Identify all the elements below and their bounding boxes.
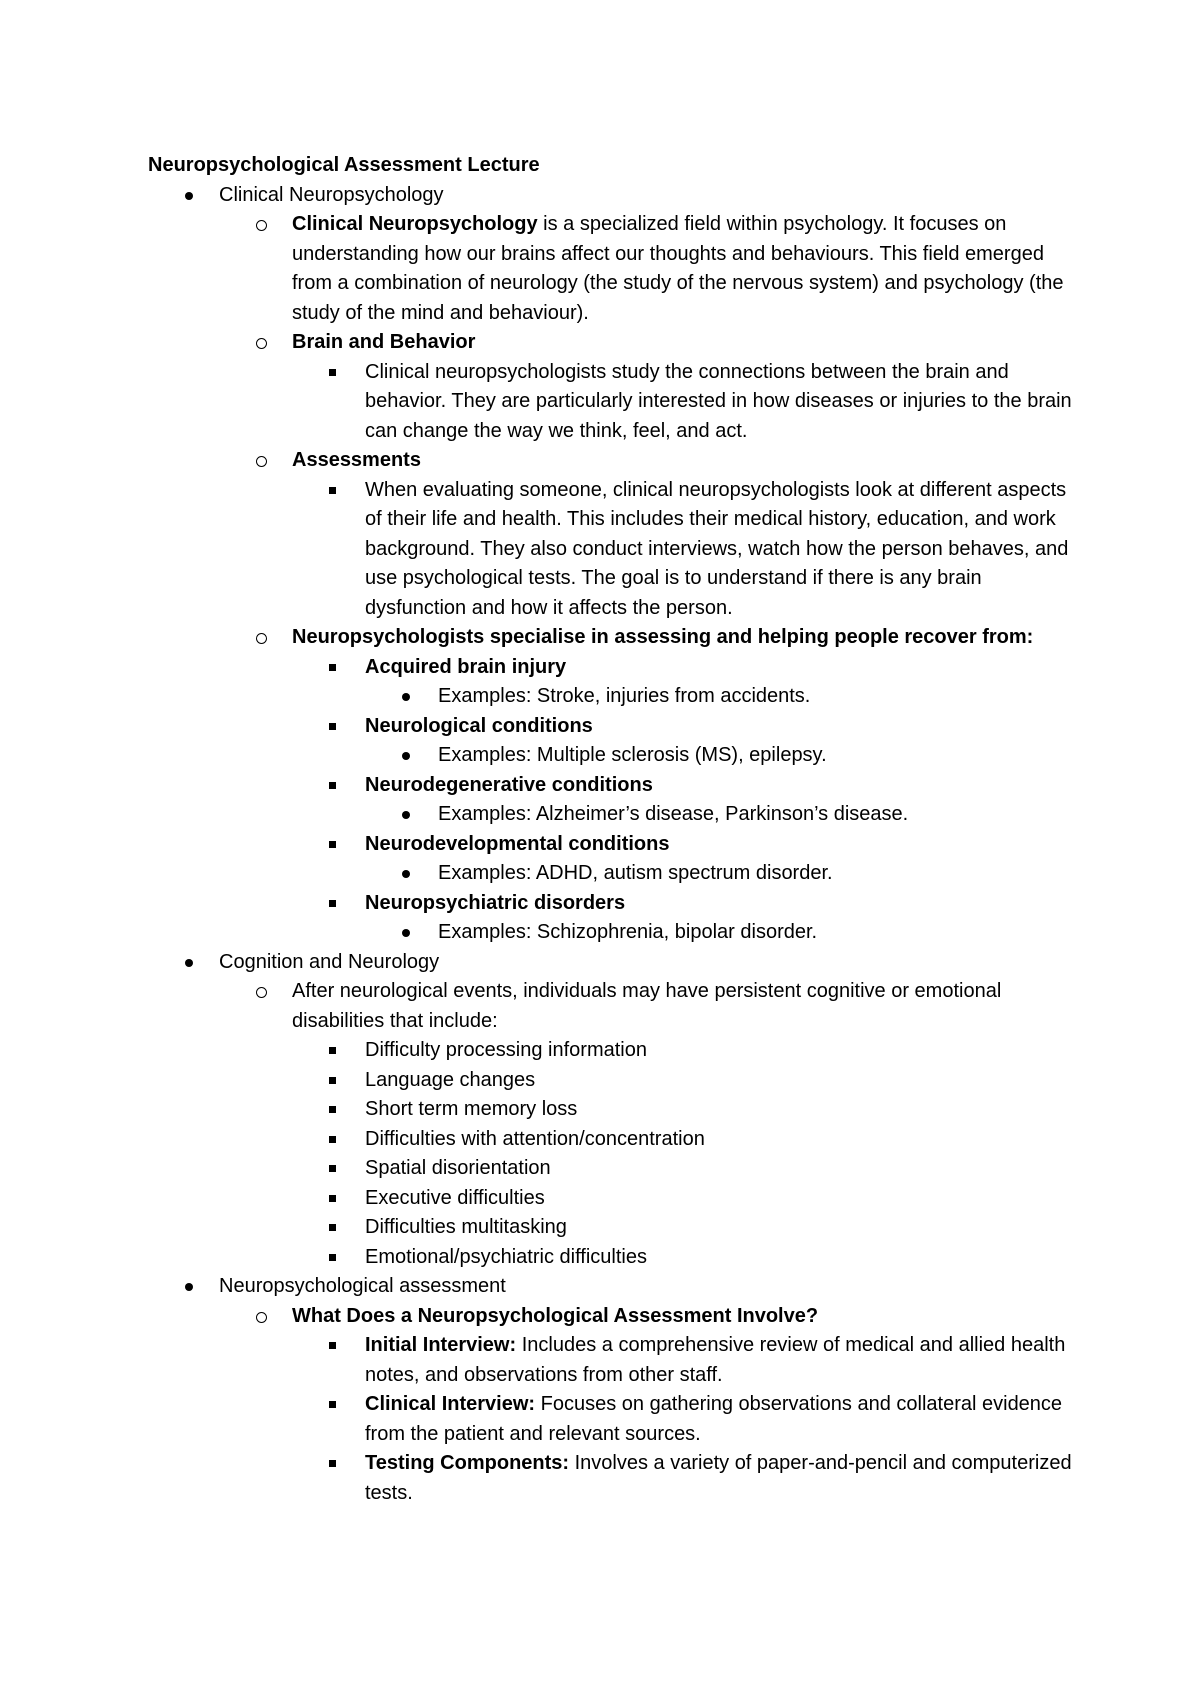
- bullet-icon: [402, 752, 410, 760]
- square-bullet-icon: [329, 1401, 336, 1408]
- item-text: Emotional/psychiatric difficulties: [365, 1245, 647, 1268]
- condition-name: Acquired brain injury: [365, 655, 567, 678]
- subsection-heading: Brain and Behavior: [292, 331, 476, 353]
- condition-name: Neuropsychiatric disorders: [365, 891, 626, 914]
- definition-text: is a specialized field within psychology. It focuses on understanding how our brains affect our thoughts and behaviours. This field emerged from a combination of neurology (the study of the nervous system) and psychology (the study of the mind and behaviour).: [292, 213, 1064, 324]
- sublist: [219, 977, 1088, 1272]
- bullet-icon: [402, 929, 410, 937]
- list-item: [292, 1184, 1088, 1214]
- item-text: Difficulties multitasking: [365, 1216, 567, 1238]
- square-bullet-icon: [329, 487, 336, 494]
- example-item: [365, 918, 1088, 948]
- sublist: [219, 210, 1088, 948]
- bullet-icon: [402, 811, 410, 819]
- square-bullet-icon: [329, 1254, 336, 1261]
- square-bullet-icon: [329, 1342, 336, 1349]
- list-item: [292, 1390, 1088, 1449]
- example-text: Examples: Stroke, injuries from accidents.: [438, 685, 811, 707]
- subsection-heading: Assessments: [292, 449, 421, 471]
- item-text: Includes a comprehensive review of medical and allied health notes, and observations from other staff.: [365, 1334, 1066, 1386]
- assessment-components-list: [292, 1331, 1088, 1508]
- square-bullet-icon: [329, 900, 336, 907]
- section-heading: Clinical Neuropsychology: [219, 183, 444, 206]
- list-item-brain-behavior: [219, 328, 1088, 446]
- bullet-icon: [402, 870, 410, 878]
- sublist: [292, 358, 1088, 447]
- example-text: Examples: Multiple sclerosis (MS), epilepsy.: [438, 744, 827, 766]
- list-item: [292, 476, 1088, 624]
- conditions-list: [292, 653, 1088, 948]
- square-bullet-icon: [329, 664, 336, 671]
- square-bullet-icon: [329, 1047, 336, 1054]
- top-level-list: [148, 181, 1088, 1509]
- paragraph-text: After neurological events, individuals may have persistent cognitive or emotional disabilities that include:: [292, 980, 1002, 1032]
- subsection-heading: Neuropsychologists specialise in assessing and helping people recover from:: [292, 626, 1034, 648]
- list-item: [292, 1125, 1088, 1155]
- item-text: Difficulty processing information: [365, 1039, 647, 1061]
- item-label: Clinical Interview:: [365, 1393, 536, 1415]
- list-item: [292, 1449, 1088, 1508]
- list-item-what-involves: [219, 1302, 1088, 1509]
- list-item-definition: [219, 210, 1088, 328]
- example-item: [365, 800, 1088, 830]
- example-text: Examples: Alzheimer’s disease, Parkinson’s disease.: [438, 803, 909, 825]
- disabilities-list: [292, 1036, 1088, 1272]
- item-text: Spatial disorientation: [365, 1157, 551, 1179]
- list-item: [292, 1036, 1088, 1066]
- circle-bullet-icon: [256, 987, 267, 998]
- sublist: [365, 741, 1088, 771]
- square-bullet-icon: [329, 1224, 336, 1231]
- square-bullet-icon: [329, 782, 336, 789]
- paragraph-text: When evaluating someone, clinical neuropsychologists look at different aspects of their life and health. This includes their medical history, education, and work background. They also conduct interviews, watch how the person behaves, and use psychological tests. The goal is to understand if there is any brain dysfunction and how it affects the person.: [365, 478, 1069, 619]
- sublist: [365, 800, 1088, 830]
- sublist: [219, 1302, 1088, 1509]
- list-item: [292, 1331, 1088, 1390]
- sublist: [365, 859, 1088, 889]
- circle-bullet-icon: [256, 220, 267, 231]
- term-bold: Clinical Neuropsychology: [292, 213, 538, 235]
- square-bullet-icon: [329, 841, 336, 848]
- sublist: [365, 918, 1088, 948]
- list-item: [292, 1243, 1088, 1273]
- list-item-clinical-neuropsychology: [148, 181, 1088, 948]
- bullet-icon: [185, 1283, 193, 1291]
- square-bullet-icon: [329, 723, 336, 730]
- square-bullet-icon: [329, 1136, 336, 1143]
- bullet-icon: [185, 192, 193, 200]
- condition-item: [292, 653, 1088, 712]
- paragraph-text: Clinical neuropsychologists study the connections between the brain and behavior. They are particularly interested in how diseases or injuries to the brain can change the way we think, feel, and act.: [365, 360, 1072, 442]
- sublist: [292, 476, 1088, 624]
- example-text: Examples: ADHD, autism spectrum disorder.: [438, 862, 833, 884]
- item-label: Testing Components:: [365, 1452, 570, 1474]
- condition-name: Neurodevelopmental conditions: [365, 832, 670, 855]
- item-text: Involves a variety of paper-and-pencil and computerized tests.: [365, 1452, 1072, 1504]
- circle-bullet-icon: [256, 456, 267, 467]
- example-item: [365, 859, 1088, 889]
- square-bullet-icon: [329, 1195, 336, 1202]
- condition-item: [292, 830, 1088, 889]
- item-text: Executive difficulties: [365, 1186, 545, 1209]
- list-item: [292, 1066, 1088, 1096]
- condition-item: [292, 771, 1088, 830]
- list-item: [292, 358, 1088, 447]
- condition-name: Neurodegenerative conditions: [365, 773, 653, 796]
- item-text: Focuses on gathering observations and collateral evidence from the patient and relevant sources.: [365, 1393, 1063, 1445]
- section-heading: Neuropsychological assessment: [219, 1275, 506, 1297]
- list-item-cognition-neurology: [148, 948, 1088, 1273]
- example-item: [365, 682, 1088, 712]
- list-item-intro: [219, 977, 1088, 1272]
- list-item-specialise: [219, 623, 1088, 948]
- square-bullet-icon: [329, 1106, 336, 1113]
- condition-item: [292, 712, 1088, 771]
- square-bullet-icon: [329, 1165, 336, 1172]
- item-text: Language changes: [365, 1068, 536, 1091]
- section-heading: Cognition and Neurology: [219, 950, 440, 973]
- circle-bullet-icon: [256, 1312, 267, 1323]
- item-label: Initial Interview:: [365, 1334, 517, 1356]
- condition-item: [292, 889, 1088, 948]
- square-bullet-icon: [329, 1077, 336, 1084]
- circle-bullet-icon: [256, 633, 267, 644]
- square-bullet-icon: [329, 1460, 336, 1467]
- list-item: [292, 1213, 1088, 1243]
- item-text: Difficulties with attention/concentration: [365, 1127, 705, 1150]
- list-item-neuropsychological-assessment: [148, 1272, 1088, 1508]
- square-bullet-icon: [329, 369, 336, 376]
- list-item: [292, 1154, 1088, 1184]
- document-body: [148, 151, 1088, 1508]
- bullet-icon: [185, 959, 193, 967]
- example-text: Examples: Schizophrenia, bipolar disorder.: [438, 921, 818, 943]
- list-item: [292, 1095, 1088, 1125]
- document-title: Neuropsychological Assessment Lecture: [148, 154, 540, 176]
- item-text: Short term memory loss: [365, 1098, 578, 1120]
- sublist: [365, 682, 1088, 712]
- subsection-heading: What Does a Neuropsychological Assessment Involve?: [292, 1304, 819, 1327]
- bullet-icon: [402, 693, 410, 701]
- example-item: [365, 741, 1088, 771]
- condition-name: Neurological conditions: [365, 714, 593, 737]
- circle-bullet-icon: [256, 338, 267, 349]
- list-item-assessments: [219, 446, 1088, 623]
